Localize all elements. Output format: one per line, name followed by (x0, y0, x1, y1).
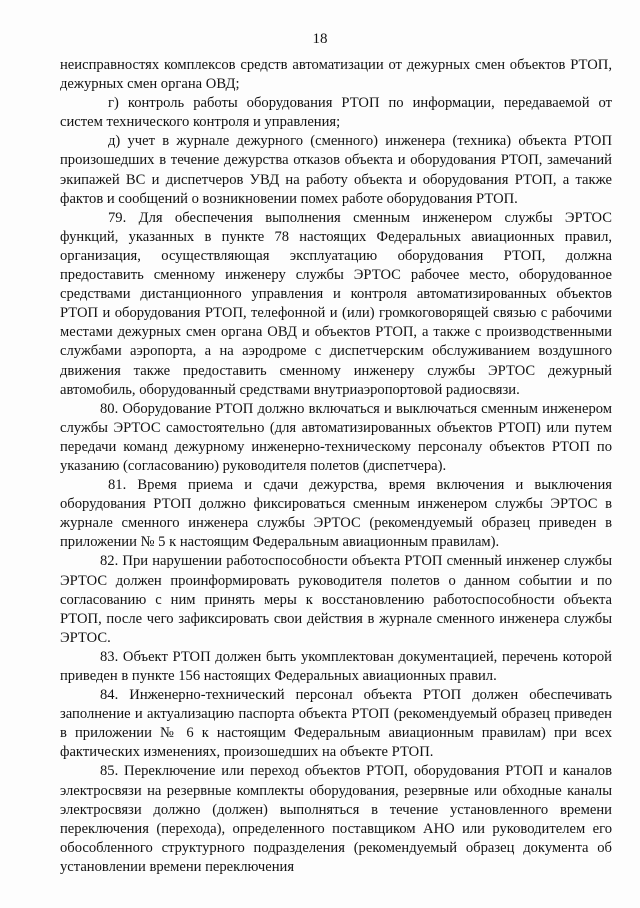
document-body (60, 56, 612, 877)
paragraph-item-d: д) учет в журнале дежурного (сменного) инженера (техника) объекта РТОП произошедших в течение дежурства отказов объекта и оборудования РТОП, замечаний экипажей ВС и диспетчеров УВД на работу объекта и оборудования РТОП, а также фактов и сообщений о возникновении помех работе оборудования РТОП. (60, 133, 612, 207)
paragraph-81: 81. Время приема и сдачи дежурства, время включения и выключения оборудования РТОП должно фиксироваться сменным инженером службы ЭРТОС в журнале сменного инженера службы ЭРТОС (рекомендуемый образец приведен в приложении № 5 к настоящим Федеральным авиационным правилам). (60, 477, 612, 551)
page-number: 18 (312, 31, 328, 47)
paragraph-item-g: г) контроль работы оборудования РТОП по информации, передаваемой от систем технического контроля и управления; (60, 95, 612, 131)
paragraph-83: 83. Объект РТОП должен быть укомплектован документацией, перечень которой приведен в пункте 156 настоящих Федеральных авиационных правил. (60, 648, 612, 684)
paragraph-82: 82. При нарушении работоспособности объекта РТОП сменный инженер службы ЭРТОС должен проинформировать руководителя полетов о данном событии и по согласованию с ним принять меры к восстановлению работоспособности объекта РТОП, после чего зафиксировать свои действия в журнале сменного инженера службы ЭРТОС. (60, 553, 612, 646)
paragraph-80: 80. Оборудование РТОП должно включаться и выключаться сменным инженером службы ЭРТОС самостоятельно (для автоматизированных объектов РТОП) или путем передачи команд дежурному инженерно-техническому персоналу объектов РТОП по указанию (согласованию) руководителя полетов (диспетчера). (60, 400, 612, 474)
paragraph-79: 79. Для обеспечения выполнения сменным инженером службы ЭРТОС функций, указанных в пункте 78 настоящих Федеральных авиационных правил, организация, осуществляющая эксплуатацию оборудования РТОП, должна предоставить сменному инженеру службы ЭРТОС рабочее место, оборудованное средствами дистанционного управления и контроля автоматизированных объектов РТОП и оборудования РТОП, телефонной и (или) громкоговорящей связью с рабочими местами дежурных смен органа ОВД и объектов РТОП, а также с производственными службами аэропорта, а на аэродроме с диспетчерским обслуживанием воздушного движения также предоставить сменному инженеру службы ЭРТОС дежурный автомобиль, оборудованный средствами внутриаэропортовой радиосвязи. (60, 209, 612, 398)
paragraph-85: 85. Переключение или переход объектов РТОП, оборудования РТОП и каналов электросвязи на резервные комплекты оборудования, резервные или обходные каналы электросвязи должно (должен) выполняться в течение установленного времени переключения (перехода), определенного поставщиком АНО или руководителем его обособленного структурного подразделения (рекомендуемый образец документа об установлении времени переключения (60, 763, 612, 875)
paragraph-84: 84. Инженерно-технический персонал объекта РТОП должен обеспечивать заполнение и актуализацию паспорта объекта РТОП (рекомендуемый образец приведен в приложении № 6 к настоящим Федеральным авиационным правилам) при всех фактических изменениях, произошедших на объекте РТОП. (60, 687, 612, 761)
paragraph-continuation: неисправностях комплексов средств автоматизации от дежурных смен объектов РТОП, дежурных смен органа ОВД; (60, 57, 612, 93)
